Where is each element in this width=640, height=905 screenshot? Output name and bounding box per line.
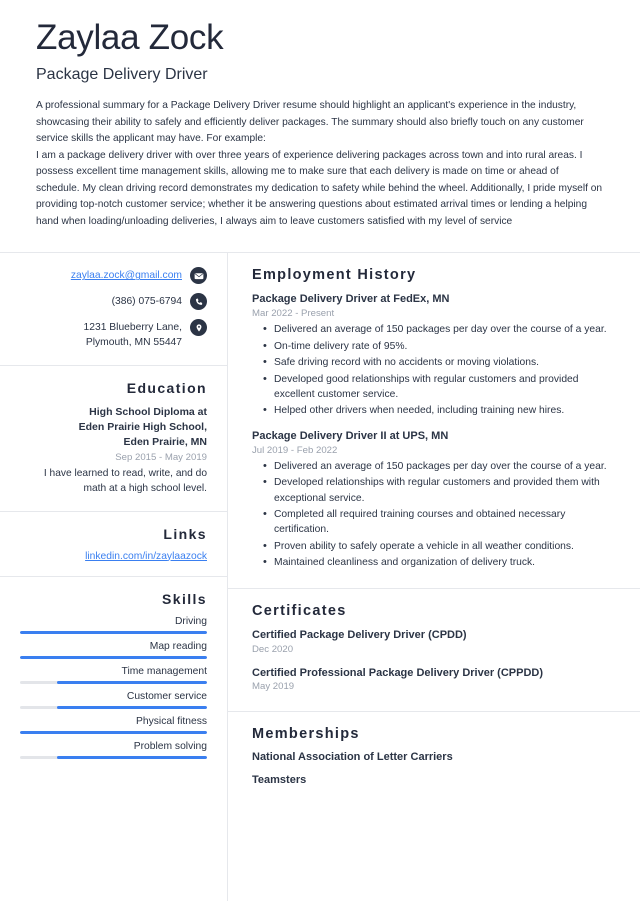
employment-bullet: • Delivered an average of 150 packages per day over the course of a year. <box>274 322 616 337</box>
employment-block <box>228 253 640 588</box>
certificate-entry <box>252 628 616 655</box>
employment-entry-title: Package Delivery Driver at FedEx, MN <box>252 293 450 306</box>
education-heading: Education <box>126 380 207 397</box>
skill-label: Driving <box>174 615 207 627</box>
skill-bar-track <box>20 631 207 634</box>
employment-bullet: • Proven ability to safely operate a vehicle in all weather conditions. <box>274 539 616 554</box>
certificate-title: Certified Package Delivery Driver (CPDD) <box>252 628 467 641</box>
skill-bar-track <box>20 731 207 734</box>
skill-bar-fill <box>20 631 207 634</box>
skill-label: Customer service <box>126 690 207 702</box>
contact-email-value[interactable]: zaylaa.zock@gmail.com <box>70 270 182 282</box>
employment-bullet: • Delivered an average of 150 packages per day over the course of a year. <box>274 459 616 474</box>
skill-bar-fill <box>20 731 207 734</box>
contact-address-value[interactable] <box>84 319 182 351</box>
memberships-block <box>228 712 640 802</box>
education-date: Sep 2015 - May 2019 <box>115 451 207 463</box>
contact-address-line-1: 1231 Blueberry Lane, <box>83 322 182 334</box>
links-block <box>0 512 227 577</box>
skill-item <box>20 666 207 684</box>
skill-item <box>20 641 207 659</box>
education-degree <box>20 405 207 450</box>
contact-phone-row[interactable] <box>20 293 207 310</box>
employment-entry <box>252 292 616 418</box>
envelope-icon <box>190 267 207 284</box>
employment-bullet: • On-time delivery rate of 95%. <box>274 339 616 354</box>
sidebar-column <box>0 253 228 901</box>
education-degree-line-1: High School Diploma at <box>89 406 207 419</box>
employment-bullet: • Completed all required training courses and obtained necessary certification. <box>274 507 616 538</box>
employment-bullet: • Maintained cleanliness and organization of delivery truck. <box>274 555 616 570</box>
memberships-heading: Memberships <box>252 726 360 743</box>
employment-entry-date: Jul 2019 - Feb 2022 <box>252 444 338 456</box>
certificates-heading: Certificates <box>252 602 347 619</box>
employment-bullet: • Developed good relationships with regular customers and provided excellent customer service. <box>274 372 616 403</box>
skill-label: Problem solving <box>133 740 207 752</box>
membership-entry: Teamsters <box>252 774 307 787</box>
contact-block <box>0 253 227 366</box>
main-column <box>228 253 640 901</box>
employment-entry-date: Mar 2022 - Present <box>252 308 335 320</box>
skill-bar-track <box>20 756 207 759</box>
employment-bullet: • Safe driving record with no accidents or moving violations. <box>274 355 616 370</box>
skill-bar-fill <box>20 656 207 659</box>
contact-address-line-2: Plymouth, MN 55447 <box>85 337 182 349</box>
certificate-title: Certified Professional Package Delivery Driver (CPPDD) <box>252 666 544 679</box>
skill-item <box>20 691 207 709</box>
skills-heading: Skills <box>162 590 207 607</box>
professional-summary <box>36 98 604 230</box>
summary-paragraph-2: I am a package delivery driver with over three years of experience delivering packages across town and into rural areas. I possess excellent time management skills, allowing me to make sure that each delivery is made on time or ahead of schedule. My clean driving record demonstrates my dedication to safety while behind the wheel. Additionally, I pride myself on providing top-notch customer service; whether it be answering questions about estimated arrival times or lending a helping hand when loading/unloading deliveries, I always aim to leave customers satisfied with my level of service <box>36 149 603 227</box>
skills-block <box>0 577 227 773</box>
education-block <box>0 366 227 511</box>
skill-label: Time management <box>121 665 207 677</box>
contact-address-row[interactable] <box>20 319 207 351</box>
skill-item <box>20 741 207 759</box>
skill-label: Physical fitness <box>136 715 207 727</box>
phone-icon <box>190 293 207 310</box>
certificates-block <box>228 589 640 713</box>
link-item-linkedin[interactable]: linkedin.com/in/zaylaazock <box>85 550 207 562</box>
education-degree-line-3: Eden Prairie, MN <box>123 436 207 449</box>
memberships-list <box>252 751 616 786</box>
education-description: I have learned to read, write, and do math at a high school level. <box>43 467 207 495</box>
skill-bar-track <box>20 656 207 659</box>
skill-item <box>20 716 207 734</box>
education-degree-line-2: Eden Prairie High School, <box>78 421 207 434</box>
employment-bullet-list <box>252 322 616 419</box>
employment-bullet: • Developed relationships with regular customers and provided them with exceptional service. <box>274 475 616 506</box>
skill-bar-track <box>20 681 207 684</box>
contact-email-row[interactable] <box>20 267 207 284</box>
skill-bar-fill <box>57 756 207 759</box>
skill-bar-fill <box>57 681 207 684</box>
skill-bar-track <box>20 706 207 709</box>
candidate-name: Zaylaa Zock <box>36 18 224 57</box>
certificate-entry <box>252 666 616 693</box>
resume-header <box>0 0 640 242</box>
certificate-date: Dec 2020 <box>252 643 294 655</box>
employment-bullet-list <box>252 459 616 571</box>
membership-entry: National Association of Letter Carriers <box>252 751 453 764</box>
summary-paragraph-1: A professional summary for a Package Delivery Driver resume should highlight an applicant's experience in the industry, showcasing their ability to safely and efficiently deliver packages. The summary should also briefly touch on any customer service skills the applicant may have. For example: <box>36 100 584 145</box>
skill-item <box>20 616 207 634</box>
skill-label: Map reading <box>149 640 207 652</box>
employment-entry <box>252 429 616 571</box>
skill-bar-fill <box>57 706 207 709</box>
employment-list <box>252 292 616 570</box>
skills-list <box>20 616 207 759</box>
employment-entry-title: Package Delivery Driver II at UPS, MN <box>252 429 449 442</box>
location-pin-icon <box>190 319 207 336</box>
resume-body <box>0 253 640 901</box>
candidate-job-title: Package Delivery Driver <box>36 66 208 84</box>
employment-bullet: • Helped other drivers when needed, including training new hires. <box>274 403 616 418</box>
employment-heading: Employment History <box>252 267 417 284</box>
certificates-list <box>252 628 616 693</box>
education-entry <box>20 405 207 496</box>
links-heading: Links <box>163 525 207 542</box>
contact-phone-value[interactable]: (386) 075-6794 <box>111 296 182 308</box>
certificate-date: May 2019 <box>252 681 295 693</box>
